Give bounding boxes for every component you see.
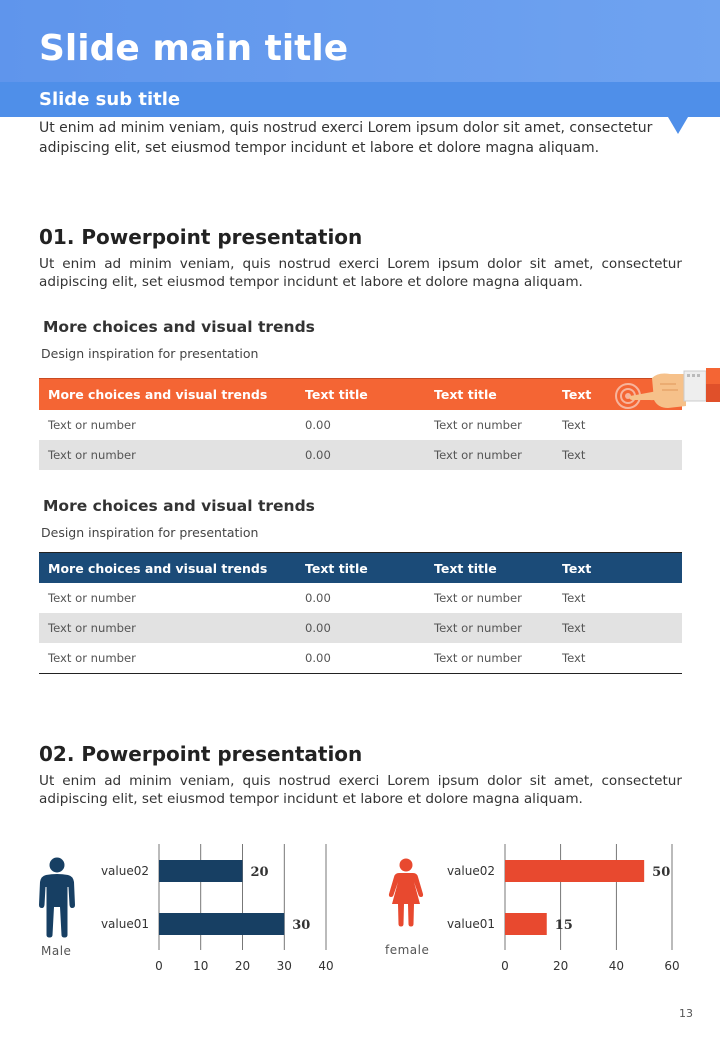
table1-header-2: Text title: [296, 379, 425, 410]
section1-title: 01. Powerpoint presentation: [39, 225, 363, 249]
chart-tick-label: 60: [664, 959, 680, 973]
pointing-hand-icon: [612, 366, 720, 416]
table1-cell: 0.00: [305, 417, 331, 432]
table2-header-3: Text title: [425, 553, 553, 583]
table2: [39, 553, 682, 674]
table2-header-1: More choices and visual trends: [39, 553, 296, 583]
table2-cell: Text: [553, 613, 682, 643]
table1-cell: Text or number: [434, 417, 522, 432]
chart-category-label: value02: [447, 864, 495, 878]
table-row: [39, 410, 682, 440]
chart-tick-label: 10: [193, 959, 209, 973]
table-row: [39, 643, 682, 674]
male-bar-chart: [100, 840, 350, 980]
table-row: [39, 440, 682, 470]
chart-data-label: 30: [292, 918, 311, 933]
table-row: [39, 613, 682, 643]
table2-cell: Text or number: [434, 591, 522, 605]
chart-bar: [159, 860, 243, 882]
table1-cell: Text: [553, 440, 682, 470]
table1-header-1: More choices and visual trends: [39, 379, 296, 410]
table2-cell: Text: [562, 651, 586, 665]
table2-cell: 0.00: [305, 651, 331, 665]
table2-cell: Text or number: [48, 591, 136, 605]
subtitle-banner-pointer: [668, 117, 688, 134]
male-person-icon: [38, 857, 76, 939]
page-subtitle: Slide sub title: [39, 89, 181, 110]
table2-caption: Design inspiration for presentation: [41, 525, 259, 540]
table1-cell: Text: [562, 417, 586, 432]
chart-tick-label: 20: [553, 959, 569, 973]
table1-header-4: Text: [553, 379, 682, 410]
table1-cell: Text or number: [48, 417, 136, 432]
male-label: Male: [41, 944, 72, 958]
table2-title: More choices and visual trends: [43, 497, 315, 515]
chart-bar: [159, 913, 284, 935]
section2-body: Ut enim ad minim veniam, quis nostrud exerci Lorem ipsum dolor sit amet, consectetur adipiscing elit, set eiusmod tempor incidunt et labore et dolore magna aliquam.: [39, 773, 682, 807]
female-person-icon: [388, 858, 424, 928]
table1-header-3: Text title: [425, 379, 553, 410]
page-number: 13: [679, 1007, 693, 1020]
table2-header-4: Text: [553, 553, 682, 583]
table2-cell: Text or number: [425, 613, 553, 643]
chart-bar: [505, 913, 547, 935]
section2-title: 02. Powerpoint presentation: [39, 742, 363, 766]
table2-cell: Text or number: [48, 651, 136, 665]
section1-body: Ut enim ad minim veniam, quis nostrud exerci Lorem ipsum dolor sit amet, consectetur adipiscing elit, set eiusmod tempor incidunt et labore et dolore magna aliquam.: [39, 256, 682, 290]
chart-tick-label: 0: [155, 959, 163, 973]
chart-tick-label: 40: [318, 959, 334, 973]
table2-header-2: Text title: [296, 553, 425, 583]
chart-tick-label: 40: [608, 959, 624, 973]
female-label: female: [385, 943, 430, 957]
intro-paragraph: Ut enim ad minim veniam, quis nostrud exerci Lorem ipsum dolor sit amet, consectetur adipiscing elit, set eiusmod tempor incidunt et labore et dolore magna aliquam.: [39, 120, 653, 156]
chart-category-label: value01: [447, 917, 495, 931]
table2-cell: 0.00: [305, 591, 331, 605]
table1-cell: Text or number: [425, 440, 553, 470]
table1: [39, 378, 682, 470]
table1-caption: Design inspiration for presentation: [41, 346, 259, 361]
chart-bar: [505, 860, 644, 882]
table2-cell: Text or number: [39, 613, 296, 643]
chart-tick-label: 30: [276, 959, 292, 973]
chart-tick-label: 0: [501, 959, 509, 973]
chart-tick-label: 20: [234, 959, 251, 973]
table2-cell: Text: [562, 591, 586, 605]
chart-data-label: 50: [652, 865, 671, 880]
table2-cell: Text or number: [434, 651, 522, 665]
female-bar-chart: [447, 840, 697, 980]
page-title: Slide main title: [39, 28, 349, 69]
table1-cell: 0.00: [296, 440, 425, 470]
table-row: [39, 583, 682, 613]
chart-category-label: value02: [100, 864, 149, 878]
table2-cell: 0.00: [296, 613, 425, 643]
table1-title: More choices and visual trends: [43, 318, 315, 336]
chart-data-label: 20: [250, 865, 269, 880]
chart-category-label: value01: [100, 917, 149, 931]
table1-cell: Text or number: [39, 440, 296, 470]
chart-data-label: 15: [554, 918, 573, 933]
